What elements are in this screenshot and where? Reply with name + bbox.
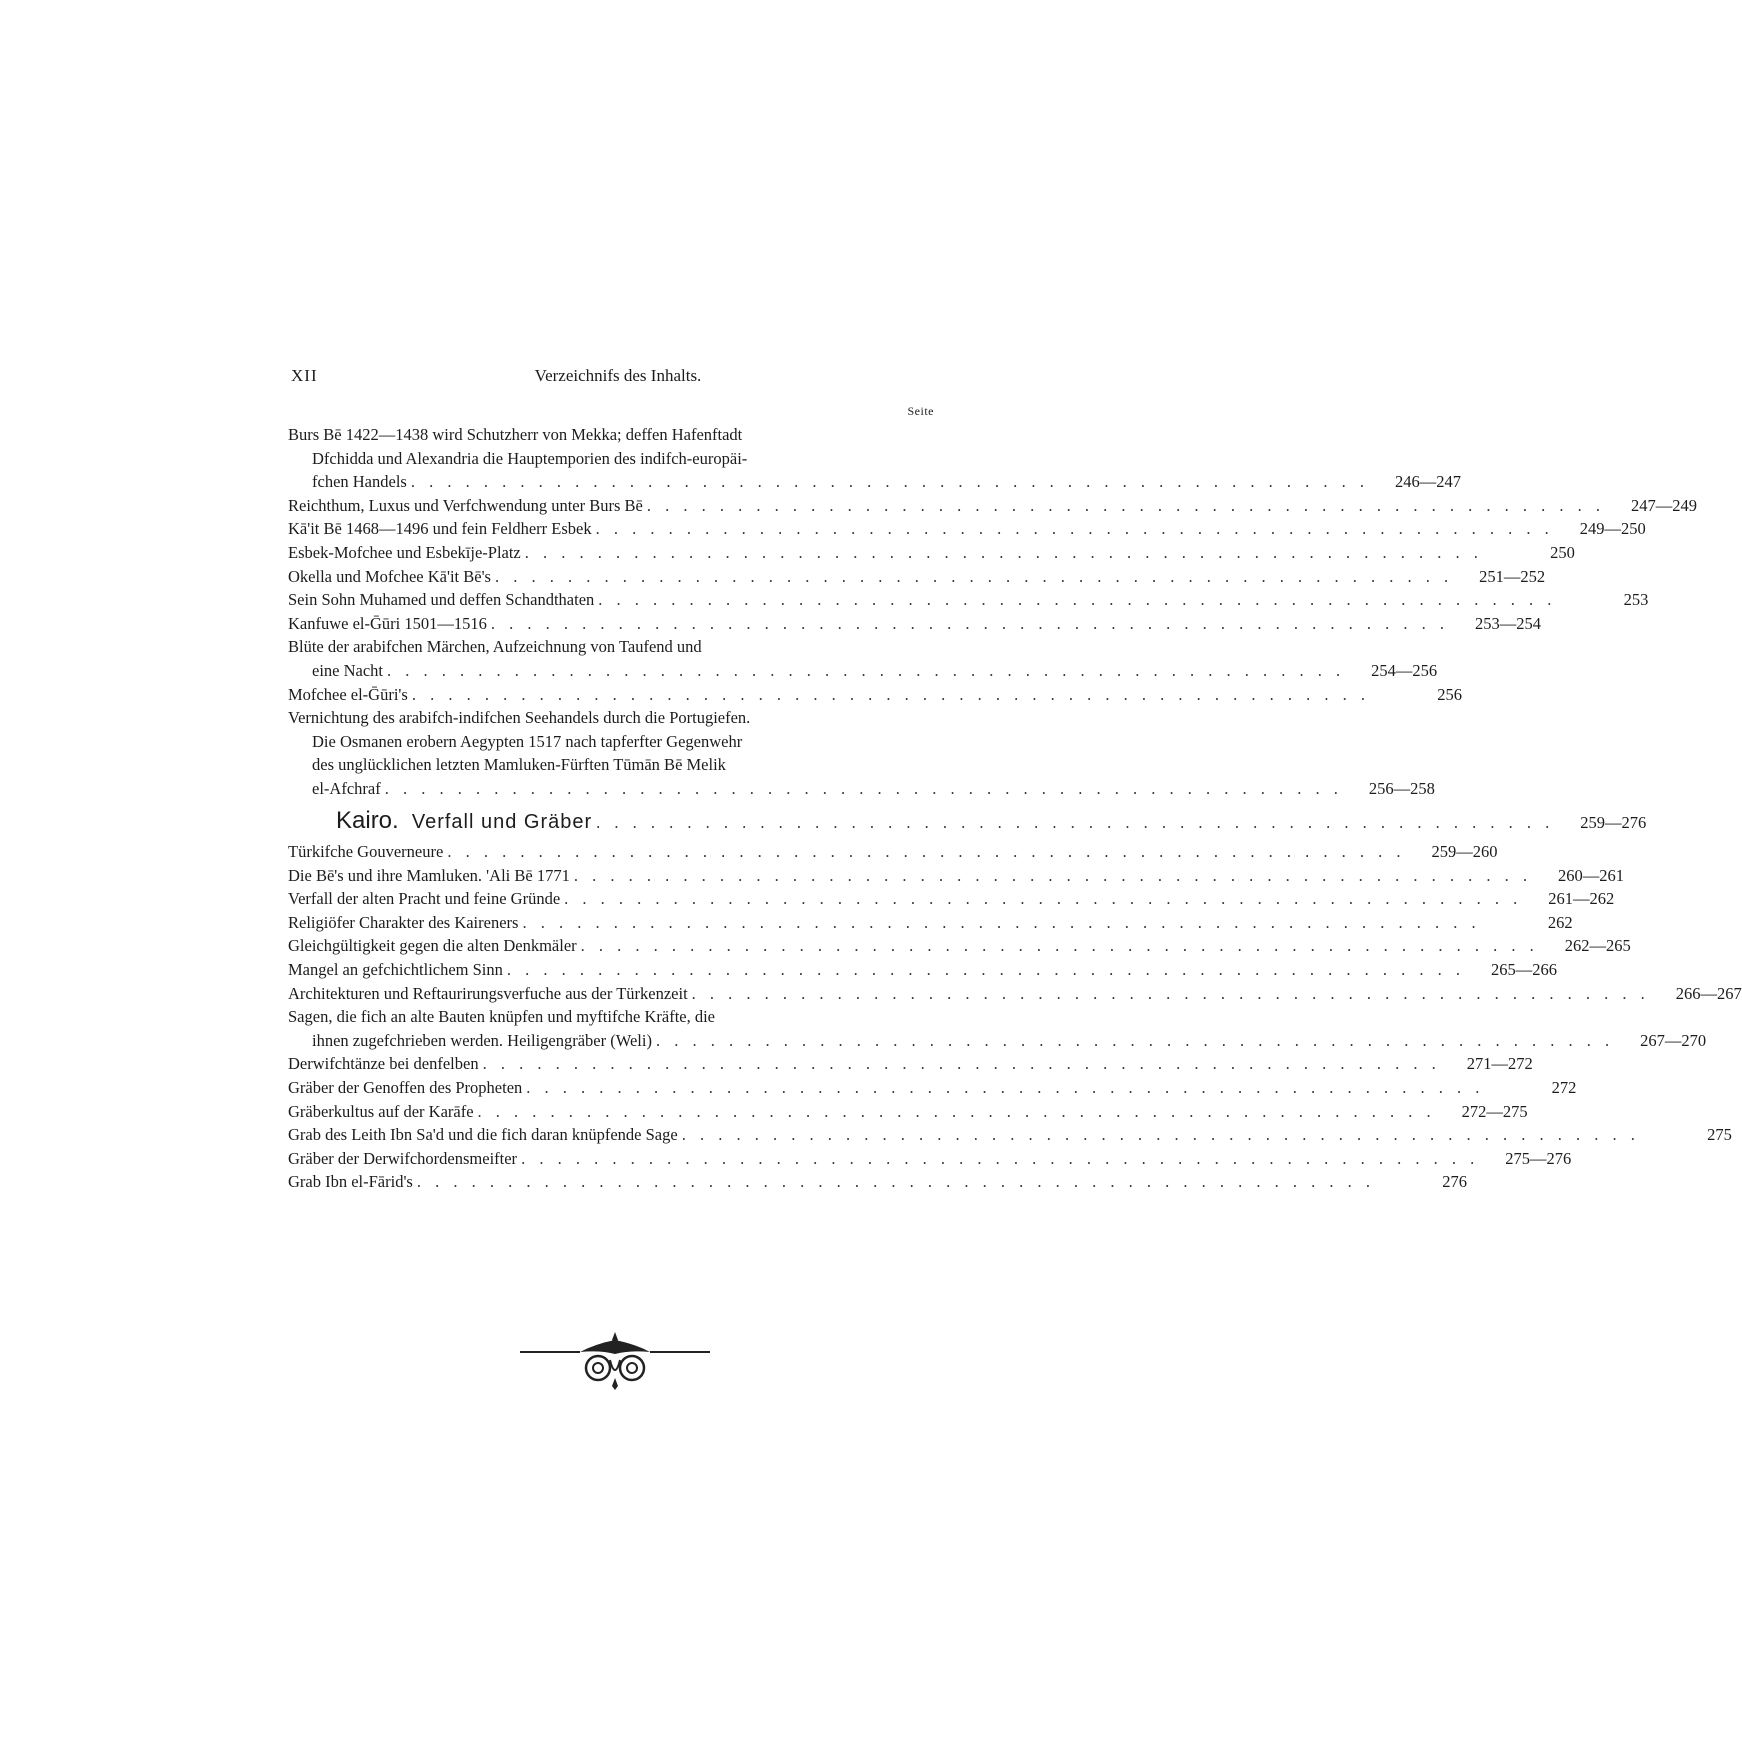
toc-entry-text: Okella und Mofchee Kā'it Bē's [288,566,491,586]
toc-entry-pages: 256 [1437,684,1462,704]
toc-page [288,364,1742,1194]
toc-entry [288,588,1649,612]
leader-dots [570,864,1536,888]
toc-entry-line: Vernichtung des arabifch-indifchen Seehandels durch die Portugiefen. [288,708,751,728]
toc-entry-row [288,1052,1533,1076]
toc-entry [288,1052,1533,1076]
toc-entry [288,635,1438,682]
toc-entry [288,565,1546,589]
toc-entry-row [288,840,1498,864]
leader-dots [487,612,1453,636]
leader-dots [521,541,1487,565]
toc-entry-pages: 272 [1551,1078,1577,1098]
toc-entry [288,1005,1707,1052]
toc-entry-line: Blüte der arabifchen Märchen, Aufzeichnung von Taufend und [288,637,702,657]
toc-entry-text: Gräber der Derwifchordensmeifter [288,1148,518,1168]
leader-dots [560,887,1526,911]
toc-entry-pages: 254—256 [1371,660,1438,680]
toc-entry [288,1123,1732,1147]
toc-entry-text: Derwifchtänze bei denfelben [288,1054,479,1074]
toc-entry [288,1170,1467,1194]
toc-entry [288,1076,1577,1100]
toc-entry-row [288,934,1631,958]
leader-dots [592,811,1558,835]
toc-entry-row [288,1100,1528,1124]
toc-entry-pages: 250 [1550,542,1575,562]
toc-entry-pages: 253—254 [1475,613,1541,633]
toc-entry [288,541,1575,565]
toc-entry-row [288,911,1573,935]
toc-entry-text: Gleichgültigkeit gegen die alten Denkmäler [288,936,577,956]
toc-entries-top [288,423,1697,801]
toc-entry [288,1147,1572,1171]
toc-entry-row [288,1170,1467,1194]
leader-dots [517,1147,1483,1171]
leader-dots [383,659,1349,683]
toc-entry-row [288,683,1462,707]
leader-dots [652,1029,1618,1053]
toc-entry-text: Reichthum, Luxus und Verfchwendung unter Burs Bē [288,495,643,515]
table-of-contents [288,423,1742,1194]
leader-dots [643,494,1609,518]
toc-entry-text: Gräberkultus auf der Karāfe [288,1101,474,1121]
toc-entry-pages: 267—270 [1640,1030,1707,1050]
toc-entry-text: ihnen zugefchrieben werden. Heiligengräber (Weli) [312,1030,652,1050]
toc-entry [288,1100,1528,1124]
leader-dots [592,517,1558,541]
toc-entry-text: Architekturen und Reftaurirungsverfuche aus der Türkenzeit [288,983,688,1003]
toc-entry-pages: 266—267 [1675,983,1742,1003]
leader-dots [594,588,1560,612]
leader-dots [413,1170,1379,1194]
toc-entry-pages: 271—272 [1466,1054,1533,1074]
toc-entry [288,423,1461,494]
leader-dots [479,1052,1445,1076]
leader-dots [474,1100,1440,1124]
leader-dots [407,470,1373,494]
toc-entry-row [288,1147,1572,1171]
toc-entry-pages: 272—275 [1461,1101,1528,1121]
toc-entry-text: Kanfuwe el-Ḡūri 1501—1516 [288,613,487,633]
toc-entry-line: Die Osmanen erobern Aegypten 1517 nach tapferfter Gegenwehr [312,731,743,751]
ornament-vignette [520,1330,710,1390]
toc-entry-row [288,958,1558,982]
leader-dots [522,1076,1488,1100]
toc-entry-row [288,864,1624,888]
section-pages: 259—276 [1580,812,1647,832]
toc-entry [288,864,1624,888]
leader-dots [381,777,1347,801]
section-subtitle: Verfall und Gräber [411,810,593,833]
leader-dots [408,683,1374,707]
toc-entry [288,840,1498,864]
leader-dots [503,958,1469,982]
toc-entry [288,934,1631,958]
toc-entry-row [288,982,1742,1006]
leader-dots [577,934,1543,958]
toc-entry-row [288,777,1435,801]
leader-dots [518,911,1484,935]
toc-entry-text: Religiöfer Charakter des Kaireners [288,912,519,932]
toc-entry-row [288,1123,1732,1147]
toc-entry-pages: 249—250 [1579,519,1646,539]
section-title [288,806,593,835]
leader-dots [491,565,1457,589]
toc-entry-pages: 262—265 [1564,936,1631,956]
running-title: Verzeichnifs des Inhalts. [534,366,702,385]
toc-entry [288,706,1435,800]
section-place: Kairo. [336,806,399,834]
toc-entry-text: Gräber der Genoffen des Propheten [288,1078,523,1098]
toc-entry-text: Mangel an gefchichtlichem Sinn [288,960,503,980]
toc-entry-pages: 276 [1442,1172,1467,1192]
toc-entry-row [288,659,1438,683]
toc-entry [288,517,1646,541]
toc-entry-pages: 247—249 [1630,495,1697,515]
toc-entry-text: el-Afchraf [312,778,381,798]
toc-entry [288,911,1573,935]
toc-entry-row [288,612,1541,636]
toc-entry-row [288,565,1546,589]
toc-entry-text: Sein Sohn Muhamed und deffen Schandthaten [288,590,595,610]
toc-entry-row [288,1029,1707,1053]
toc-entry-text: Türkifche Gouverneure [288,842,444,862]
toc-entry-pages: 251—252 [1479,566,1546,586]
toc-entry-text: eine Nacht [312,660,384,680]
toc-entry-row [288,588,1649,612]
page-number: XII [291,366,318,385]
leader-dots [678,1123,1644,1147]
toc-entry-pages: 259—260 [1431,842,1498,862]
leader-dots [688,982,1654,1006]
toc-entry-pages: 275—276 [1505,1148,1572,1168]
toc-entry-row [288,470,1461,494]
toc-entry-row [288,1076,1577,1100]
seite-column-label: Seite [907,404,934,418]
toc-entry-pages: 253 [1623,590,1649,610]
toc-entry-text: Kā'it Bē 1468—1496 und fein Feldherr Esbek [288,519,592,539]
toc-entry-text: Grab Ibn el-Fārid's [288,1172,413,1192]
toc-entry-pages: 260—261 [1557,865,1624,885]
toc-entry-pages: 262 [1547,912,1573,932]
toc-entry-line: Burs Bē 1422—1438 wird Schutzherr von Mekka; deffen Hafenftadt [288,425,743,444]
toc-entry-pages: 265—266 [1491,960,1558,980]
toc-entry-pages: 275 [1707,1125,1732,1145]
toc-entry [288,982,1742,1006]
section-heading [288,806,1647,835]
toc-entry [288,494,1697,518]
toc-entry-pages: 256—258 [1368,778,1435,798]
toc-entry-row [288,494,1697,518]
toc-entry-row [288,887,1615,911]
running-header [288,364,948,394]
toc-entry-line: Dfchidda und Alexandria die Hauptemporien des indifch-europäi- [312,448,748,468]
toc-entry-text: Verfall der alten Pracht und feine Gründe [288,889,561,909]
toc-entry-pages: 261—262 [1548,889,1615,909]
toc-entry-text: Grab des Leith Ibn Sa'd und die fich daran knüpfende Sage [288,1125,678,1145]
toc-entry-line: Sagen, die fich an alte Bauten knüpfen und myftifche Kräfte, die [288,1007,716,1027]
toc-entry-pages: 246—247 [1394,472,1461,492]
toc-entry [288,887,1615,911]
toc-entry-row [288,517,1646,541]
toc-entry [288,612,1541,636]
toc-entry-text: fchen Handels [312,472,407,492]
toc-entry-text: Esbek-Mofchee und Esbekīje-Platz [288,542,521,562]
toc-entry-text: Die Bē's und ihre Mamluken. 'Ali Bē 1771 [288,865,570,885]
toc-entry-row [288,541,1575,565]
toc-entry [288,683,1462,707]
toc-entry-line: des unglücklichen letzten Mamluken-Fürften Tūmān Bē Melik [312,755,726,775]
toc-entry [288,958,1558,982]
leader-dots [443,840,1409,864]
toc-entry-text: Mofchee el-Ḡūri's [288,684,408,704]
toc-entries-bottom [288,840,1742,1194]
